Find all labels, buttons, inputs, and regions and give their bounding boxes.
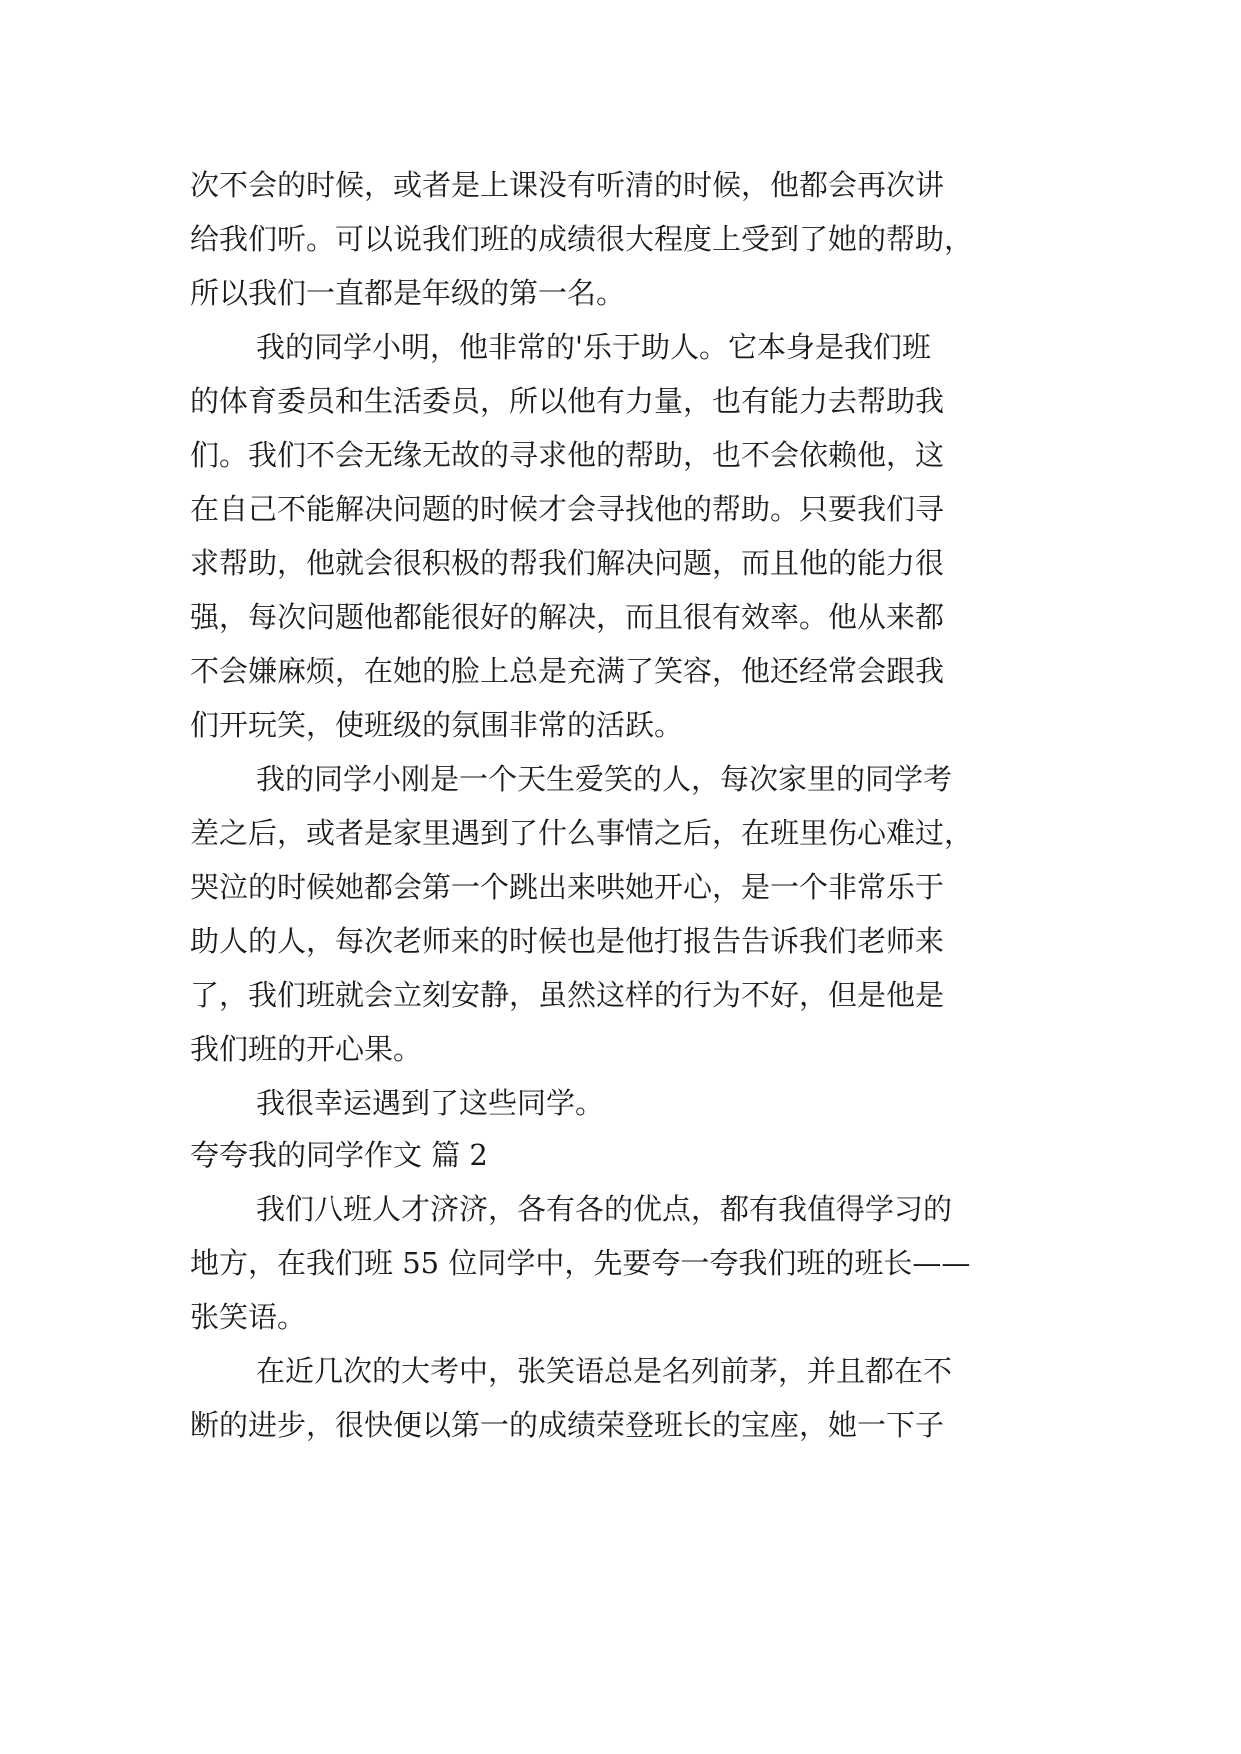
- paragraph-first-line: 我们八班人才济济，各有各的优点，都有我值得学习的: [256, 1192, 953, 1226]
- text-line: 强，每次问题他都能很好的解决，而且很有效率。他从来都: [190, 600, 945, 634]
- text-line: 给我们听。可以说我们班的成绩很大程度上受到了她的帮助，: [190, 222, 974, 256]
- text-line: 我们班的开心果。: [190, 1032, 423, 1066]
- text-line: 们。我们不会无缘无故的寻求他的帮助，也不会依赖他，这: [190, 438, 945, 472]
- paragraph-first-line: 在近几次的大考中，张笑语总是名列前茅，并且都在不: [256, 1354, 953, 1388]
- text-line: 差之后，或者是家里遇到了什么事情之后，在班里伤心难过，: [190, 816, 974, 850]
- text-line: 在自己不能解决问题的时候才会寻找他的帮助。只要我们寻: [190, 492, 945, 526]
- section-heading: 夸夸我的同学作文 篇 2: [190, 1138, 488, 1172]
- text-line: 断的进步，很快便以第一的成绩荣登班长的宝座，她一下子: [190, 1408, 945, 1442]
- text-line: 们开玩笑，使班级的氛围非常的活跃。: [190, 708, 684, 742]
- text-line: 不会嫌麻烦，在她的脸上总是充满了笑容，他还经常会跟我: [190, 654, 945, 688]
- text-line: 求帮助，他就会很积极的帮我们解决问题，而且他的能力很: [190, 546, 945, 580]
- paragraph-first-line: 我的同学小明，他非常的'乐于助人。它本身是我们班: [256, 330, 931, 364]
- text-line: 哭泣的时候她都会第一个跳出来哄她开心，是一个非常乐于: [190, 870, 945, 904]
- text-line: 地方，在我们班 55 位同学中，先要夸一夸我们班的班长——: [190, 1246, 971, 1280]
- paragraph-first-line: 我很幸运遇到了这些同学。: [256, 1086, 605, 1120]
- text-line: 所以我们一直都是年级的第一名。: [190, 276, 626, 310]
- text-line: 次不会的时候，或者是上课没有听清的时候，他都会再次讲: [190, 168, 945, 202]
- text-line: 助人的人，每次老师来的时候也是他打报告告诉我们老师来: [190, 924, 945, 958]
- paragraph-first-line: 我的同学小刚是一个天生爱笑的人，每次家里的同学考: [256, 762, 953, 796]
- text-line: 张笑语。: [190, 1300, 307, 1334]
- text-line: 的体育委员和生活委员，所以他有力量，也有能力去帮助我: [190, 384, 945, 418]
- text-line: 了，我们班就会立刻安静，虽然这样的行为不好，但是他是: [190, 978, 945, 1012]
